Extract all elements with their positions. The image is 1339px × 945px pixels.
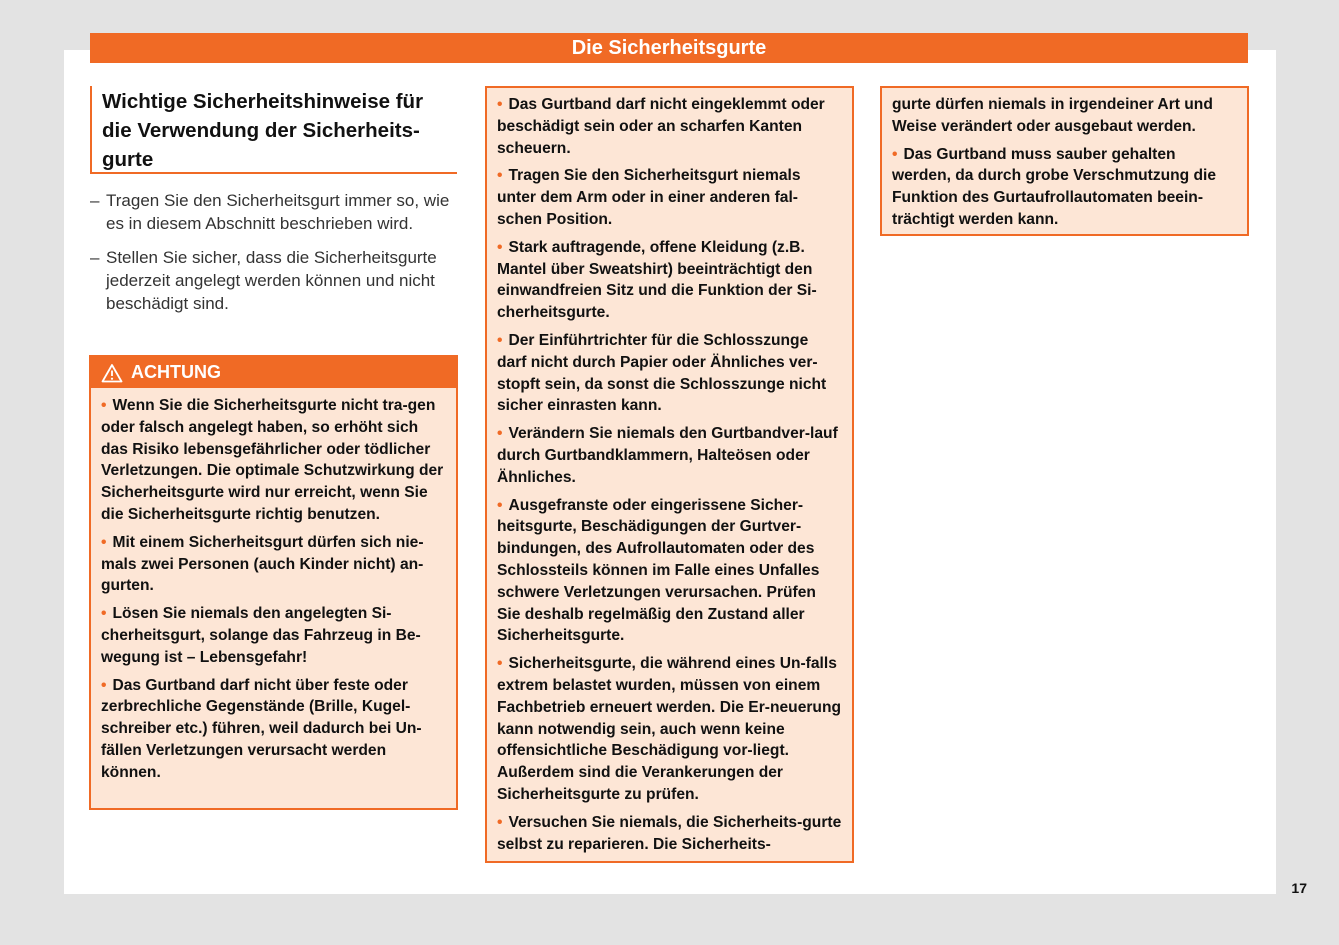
list-item: • Das Gurtband darf nicht über feste oder zerbrechliche Gegenstände (Brille, Kugel-schreiber etc.) führen, weil dadurch bei Un-fällen Verletzungen verursacht werden können.: [101, 676, 422, 781]
warning-list-2: [487, 88, 852, 855]
list-item: • Versuchen Sie niemals, die Sicherheits-gurte selbst zu reparieren. Die Sicherheits-: [497, 813, 842, 853]
list-item: • Mit einem Sicherheitsgurt dürfen sich nie-mals zwei Personen (auch Kinder nicht) an-gurten.: [101, 533, 424, 595]
chapter-header: Die Sicherheitsgurte: [90, 33, 1248, 63]
list-item: • Der Einführtrichter für die Schlosszunge darf nicht durch Papier oder Ähnliches ver-stopft sein, da sonst die Schlosszunge nicht sicher einrasten kann.: [497, 331, 827, 415]
warning-list-3: [882, 88, 1247, 231]
list-item: – Tragen Sie den Sicherheitsgurt immer so, wie es in diesem Abschnitt beschrieben wird.: [90, 191, 450, 233]
list-item: • Ausgefranste oder eingerissene Sicher-heitsgurte, Beschädigungen der Gurtver-bindungen, des Aufrollautomaten oder des Schlossteils können im Falle eines Unfalles schwere Verletzungen verursachen. Prüfen Sie deshalb regelmäßig den Zustand aller Sicherheitsgurte.: [497, 496, 820, 645]
warning-label: ACHTUNG: [131, 362, 221, 382]
section-title: Wichtige Sicherheitshinweise für die Verwendung der Sicherheits-gurte: [90, 86, 457, 174]
warning-box: [89, 355, 458, 810]
list-item: – Stellen Sie sicher, dass die Sicherheitsgurte jederzeit angelegt werden können und nicht beschädigt sind.: [90, 248, 437, 313]
list-item: • Lösen Sie niemals den angelegten Si-cherheitsgurt, solange das Fahrzeug in Be-wegung ist – Lebensgefahr!: [101, 605, 421, 666]
page-number: 17: [1291, 880, 1307, 896]
warning-triangle-icon: [101, 363, 123, 383]
list-item: • Das Gurtband darf nicht eingeklemmt oder beschädigt sein oder an scharfen Kanten scheuern.: [497, 96, 825, 157]
list-item: • Tragen Sie den Sicherheitsgurt niemals unter dem Arm oder in einer anderen fal-schen Position.: [497, 167, 801, 228]
list-item: • Wenn Sie die Sicherheitsgurte nicht tra-gen oder falsch angelegt haben, so erhöht sich das Risiko lebensgefährlicher oder tödlicher Verletzungen. Die optimale Schutzwirkung der Sicherheitsgurte wird nur erreicht, wenn Sie die Sicherheitsgurte richtig benutzen.: [101, 397, 444, 523]
list-item: • Stark auftragende, offene Kleidung (z.B. Mantel über Sweatshirt) beeinträchtigt den einwandfreien Sitz und die Funktion der Si-cherheitsgurte.: [497, 238, 817, 322]
warning-box-end: [880, 86, 1249, 236]
list-item: • Sicherheitsgurte, die während eines Un-falls extrem belastet wurden, müssen von einem Fachbetrieb erneuert werden. Die Er-neuerung kann notwendig sein, auch wenn keine offensichtliche Beschädigung vor-liegt. Außerdem sind die Verankerungen der Sicherheitsgurte zu prüfen.: [497, 655, 842, 803]
warning-header: [91, 357, 456, 388]
list-item: • Das Gurtband muss sauber gehalten werden, da durch grobe Verschmutzung die Funktion des Gurtaufrollautomaten beein-trächtigt werden kann.: [892, 145, 1217, 228]
intro-list: [90, 189, 460, 326]
list-item-continuation: gurte dürfen niemals in irgendeiner Art und Weise verändert oder ausgebaut werden.: [892, 96, 1213, 135]
warning-box-continued: [485, 86, 854, 863]
list-item: • Verändern Sie niemals den Gurtbandver-lauf durch Gurtbandklammern, Halteösen oder Ähnliches.: [497, 425, 838, 486]
warning-list: [91, 388, 456, 784]
